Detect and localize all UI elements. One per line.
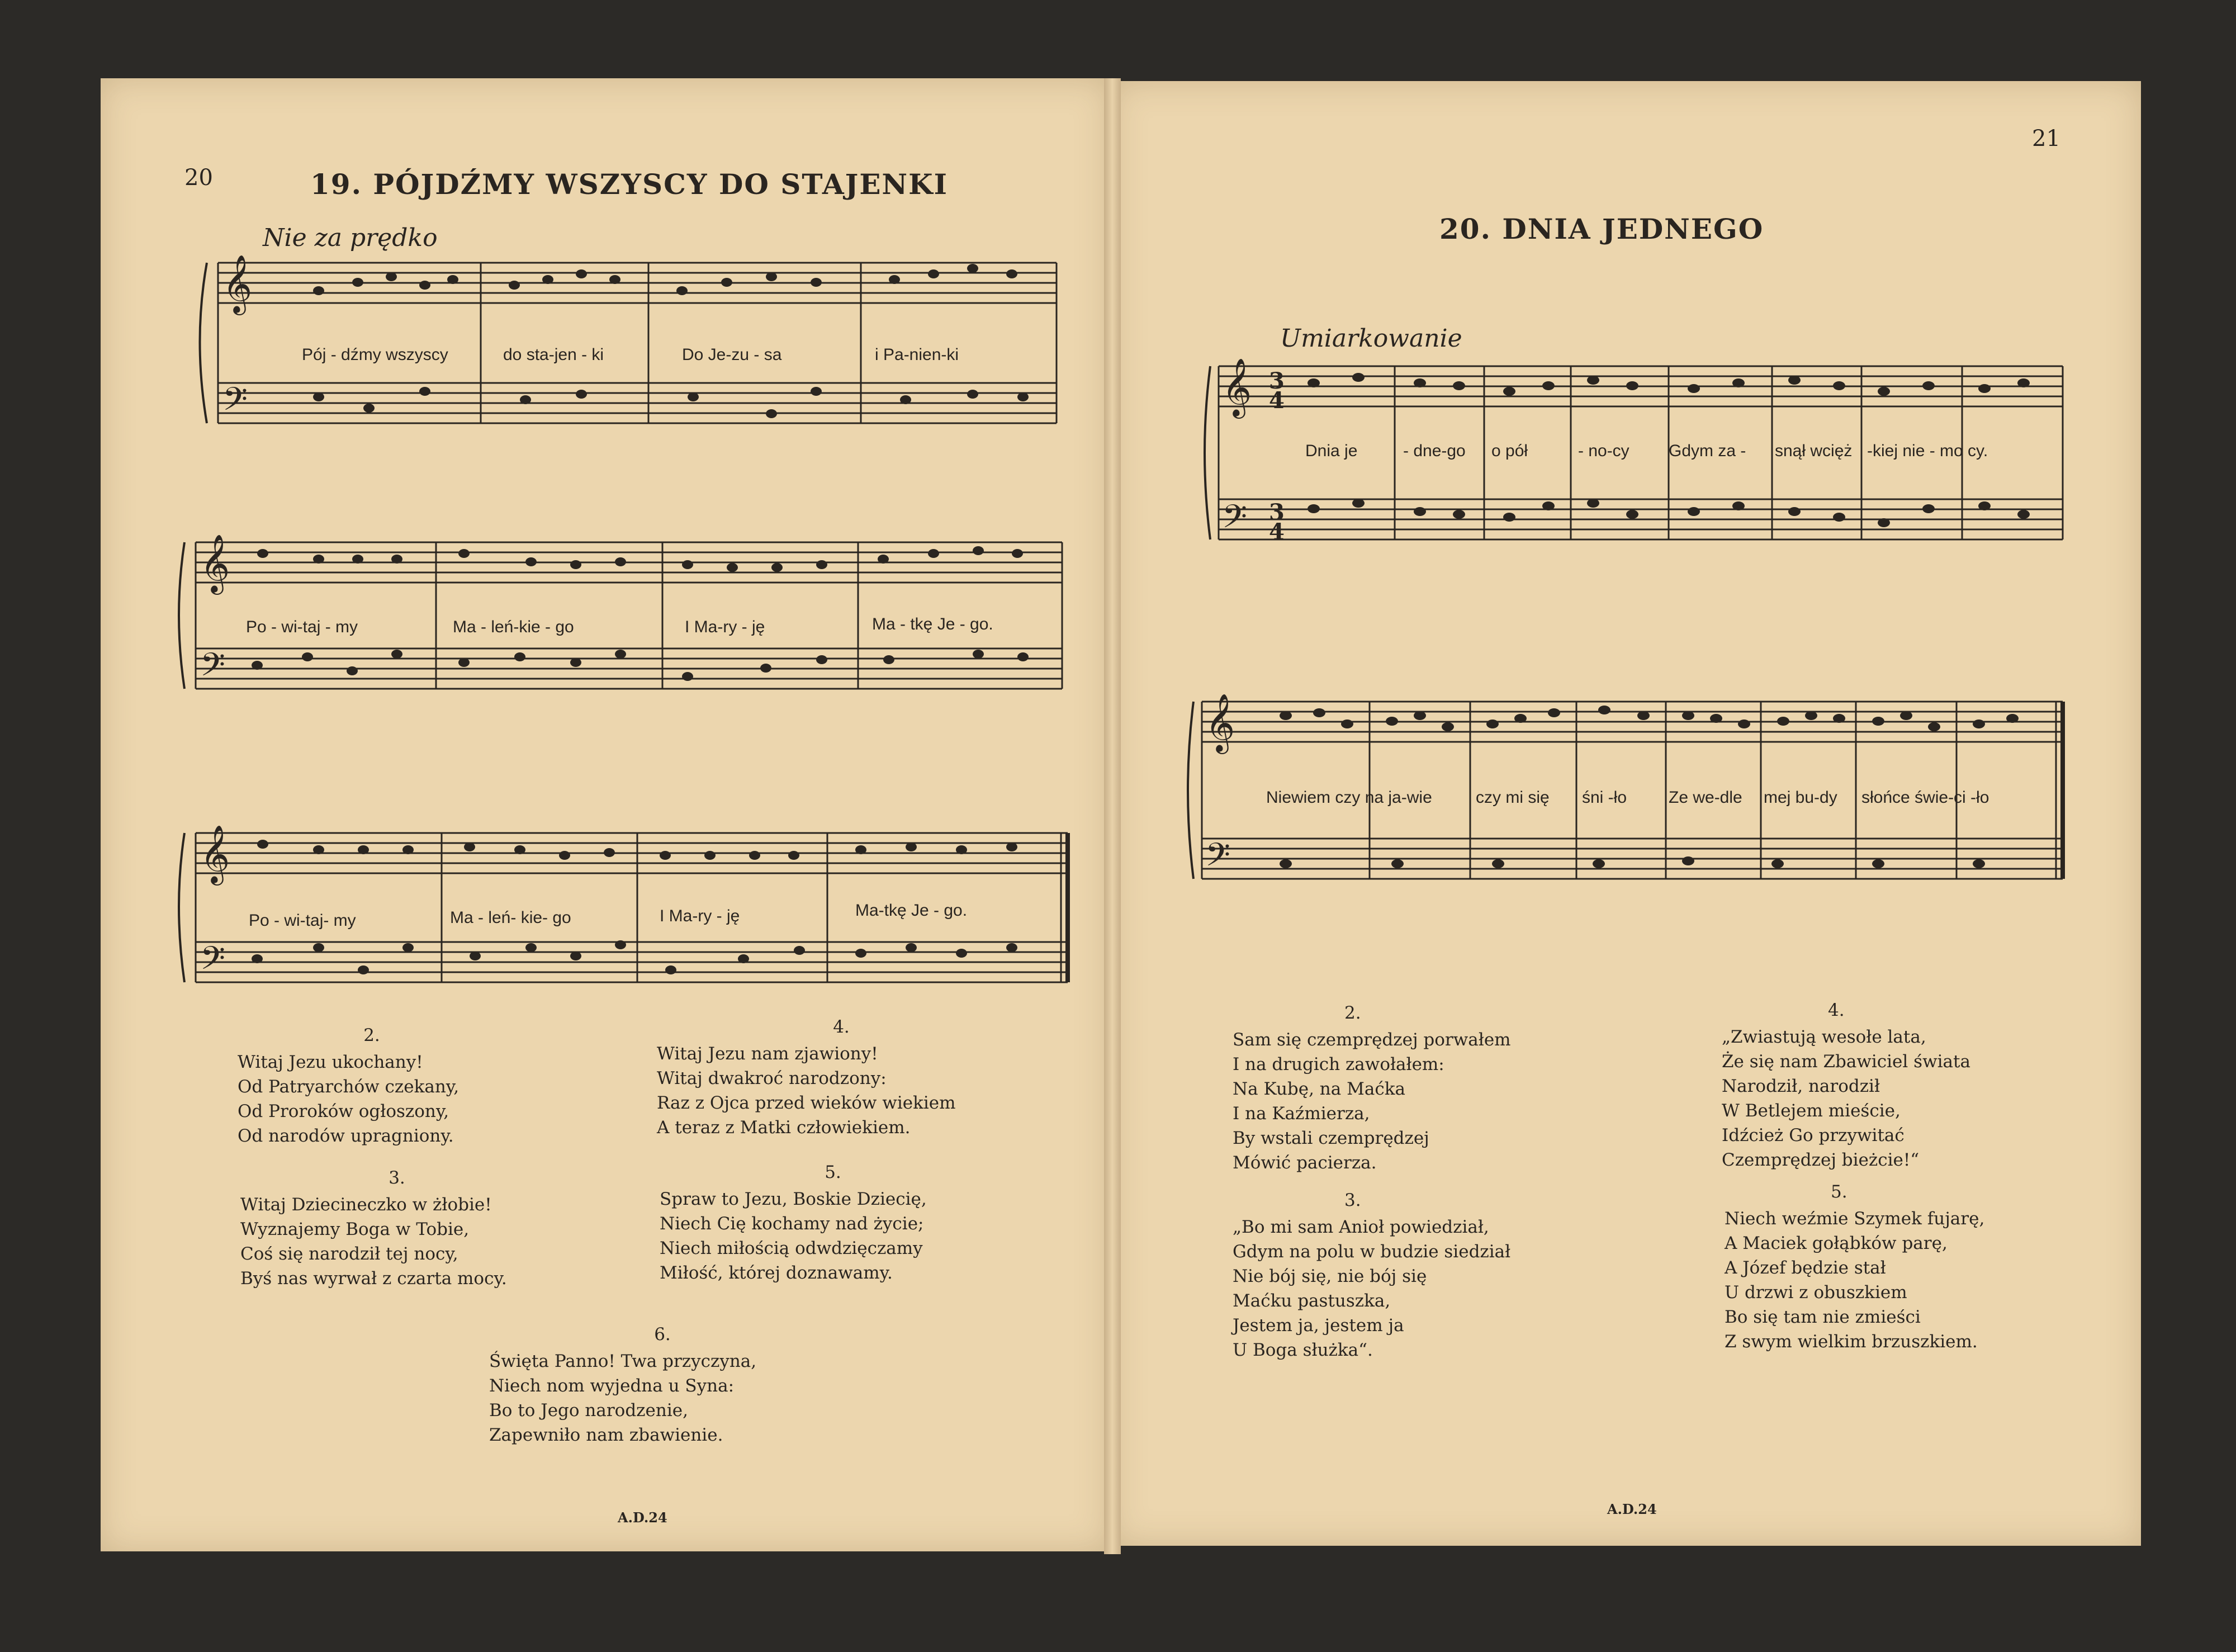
song-title-19: 19. PÓJDŹMY WSZYSCY DO STAJENKI: [310, 168, 948, 201]
verse-line: A Maciek gołąbków parę,: [1725, 1233, 1948, 1253]
book-gutter: [1104, 78, 1121, 1554]
verse-line: Byś nas wyrwał z czarta mocy.: [240, 1268, 507, 1289]
verse-line: Niech weźmie Szymek fujarę,: [1725, 1209, 1985, 1229]
lyric-19-1-1: Pój - dźmy wszyscy: [302, 345, 448, 364]
verse-line: Nie bój się, nie bój się: [1233, 1266, 1427, 1286]
page-number-left: 20: [184, 165, 213, 191]
lyric-19-2-4: Ma - tkę Je - go.: [872, 615, 993, 633]
lyric-20-1-5: Gdym za -: [1669, 442, 1746, 460]
verse-line: Od Proroków ogłoszony,: [238, 1101, 449, 1121]
verse-number: 2.: [363, 1025, 380, 1045]
lyric-20-2-2: czy mi się: [1476, 788, 1550, 807]
lyric-20-2-5: mej bu-dy: [1764, 788, 1837, 807]
verse-line: Gdym na polu w budzie siedział: [1233, 1242, 1511, 1262]
tempo-marking-20: Umiarkowanie: [1280, 324, 1462, 353]
svg-text:𝄞: 𝄞: [222, 254, 253, 313]
verse-line: Bo to Jego narodzenie,: [489, 1400, 688, 1421]
lyric-20-1-2: - dne-go: [1403, 442, 1466, 460]
verse-number: 5.: [1831, 1182, 1847, 1202]
verse-line: A Józef będzie stał: [1725, 1258, 1886, 1278]
lyric-19-2-1: Po - wi-taj - my: [246, 618, 358, 636]
verse-number: 6.: [654, 1324, 671, 1345]
song-title-20: 20. DNIA JEDNEGO: [1439, 212, 1764, 245]
lyric-19-3-4: Ma-tkę Je - go.: [855, 901, 968, 920]
verse-line: Idźcież Go przywitać: [1722, 1125, 1905, 1145]
svg-text:𝄞: 𝄞: [1205, 693, 1235, 752]
verse-line: I na Kaźmierza,: [1233, 1104, 1370, 1124]
verse-line: „Zwiastują wesołe lata,: [1722, 1027, 1926, 1047]
verse-line: Witaj Jezu nam zjawiony!: [657, 1044, 878, 1064]
lyric-20-1-7: -kiej nie - mo cy.: [1867, 442, 1988, 460]
verse-19-4: [657, 1015, 1026, 1140]
verse-line: I na drugich zawołałem:: [1233, 1054, 1444, 1074]
verse-number: 2.: [1344, 1003, 1361, 1023]
verse-line: Święta Panno! Twa przyczyna,: [489, 1351, 757, 1371]
verse-line: Spraw to Jezu, Boskie Dziecię,: [660, 1189, 927, 1209]
tempo-marking-19: Nie za prędko: [263, 224, 438, 252]
verse-19-5: [660, 1160, 1006, 1285]
verse-line: Niech miłością odwdzięczamy: [660, 1238, 923, 1258]
verse-line: Zapewniło nam zbawienie.: [489, 1425, 723, 1445]
svg-text:3: 3: [1269, 368, 1285, 394]
svg-text:𝄢: 𝄢: [200, 939, 226, 985]
verse-20-5: [1725, 1180, 2082, 1354]
verse-line: Że się nam Zbawiciel świata: [1722, 1052, 1970, 1072]
svg-text:4: 4: [1269, 387, 1285, 414]
lyric-20-2-3: śni -ło: [1582, 788, 1627, 807]
verse-20-3: [1233, 1188, 1613, 1362]
lyric-20-2-4: Ze we-dle: [1669, 788, 1742, 807]
lyric-20-2-6: słońce świe-ci -ło: [1861, 788, 1989, 807]
svg-text:𝄞: 𝄞: [1222, 358, 1252, 416]
svg-text:𝄞: 𝄞: [200, 825, 230, 883]
verse-number: 4.: [833, 1017, 850, 1037]
svg-text:𝄢: 𝄢: [1222, 498, 1248, 543]
verse-line: U Boga służka“.: [1233, 1340, 1373, 1360]
printer-mark-left: A.D.24: [618, 1509, 667, 1526]
verse-number: 4.: [1828, 1000, 1845, 1020]
lyric-19-2-3: I Ma-ry - ję: [685, 618, 765, 636]
verse-line: Z swym wielkim brzuszkiem.: [1725, 1332, 1978, 1352]
verse-line: A teraz z Matki człowiekiem.: [657, 1118, 911, 1138]
verse-line: Witaj Dziecineczko w żłobie!: [240, 1195, 492, 1215]
lyric-19-1-3: Do Je-zu - sa: [682, 345, 782, 364]
verse-number: 5.: [825, 1162, 841, 1182]
verse-line: Od Patryarchów czekany,: [238, 1077, 459, 1097]
verse-19-3: [240, 1166, 553, 1291]
verse-line: Sam się czemprędzej porwałem: [1233, 1030, 1511, 1050]
lyric-19-3-3: I Ma-ry - ję: [660, 907, 740, 925]
verse-line: „Bo mi sam Anioł powiedział,: [1233, 1217, 1489, 1237]
lyric-20-1-6: snął wcięż: [1775, 442, 1853, 460]
verse-line: Witaj Jezu ukochany!: [238, 1052, 423, 1072]
verse-line: Niech Cię kochamy nad życie;: [660, 1214, 924, 1234]
lyric-20-2-1: Niewiem czy na ja-wie: [1266, 788, 1432, 807]
verse-19-6: [489, 1322, 836, 1447]
verse-line: By wstali czemprędzej: [1233, 1128, 1429, 1148]
verse-line: Niech nom wyjedna u Syna:: [489, 1376, 735, 1396]
lyric-20-1-1: Dnia je: [1305, 442, 1358, 460]
lyric-20-1-3: o pół: [1491, 442, 1528, 460]
verse-line: Od narodów upragniony.: [238, 1126, 454, 1146]
verse-line: Na Kubę, na Maćka: [1233, 1079, 1405, 1099]
page-number-right: 21: [2032, 126, 2060, 152]
verse-number: 3.: [389, 1168, 405, 1188]
lyric-20-1-4: - no-cy: [1578, 442, 1629, 460]
lyric-19-1-2: do sta-jen - ki: [503, 345, 604, 364]
verse-19-2: [238, 1023, 506, 1148]
verse-line: Raz z Ojca przed wieków wiekiem: [657, 1093, 956, 1113]
verse-number: 3.: [1344, 1190, 1361, 1210]
verse-line: Coś się narodził tej nocy,: [240, 1244, 458, 1264]
svg-text:𝄢: 𝄢: [1205, 836, 1231, 882]
verse-line: Miłość, której doznawamy.: [660, 1263, 893, 1283]
verse-line: Wyznajemy Boga w Tobie,: [240, 1219, 470, 1239]
verse-line: Witaj dwakroć narodzony:: [657, 1068, 887, 1088]
printer-mark-right: A.D.24: [1607, 1501, 1657, 1517]
verse-line: Maćku pastuszka,: [1233, 1291, 1391, 1311]
lyric-19-3-1: Po - wi-taj- my: [249, 911, 356, 930]
svg-text:𝄢: 𝄢: [200, 646, 226, 692]
svg-text:𝄞: 𝄞: [200, 534, 230, 593]
verse-line: Narodził, narodził: [1722, 1076, 1880, 1096]
verse-line: Czemprędzej bieżcie!“: [1722, 1150, 1920, 1170]
verse-line: U drzwi z obuszkiem: [1725, 1282, 1907, 1303]
verse-line: Jestem ja, jestem ja: [1233, 1315, 1404, 1336]
svg-text:4: 4: [1269, 519, 1285, 545]
verse-line: Bo się tam nie zmieści: [1725, 1307, 1921, 1327]
lyric-19-3-2: Ma - leń- kie- go: [450, 908, 571, 927]
verse-20-2: [1233, 1001, 1590, 1175]
svg-text:3: 3: [1269, 499, 1285, 526]
svg-text:𝄢: 𝄢: [222, 380, 248, 426]
verse-line: Mówić pacierza.: [1233, 1153, 1377, 1173]
verse-line: W Betlejem mieście,: [1722, 1101, 1901, 1121]
lyric-19-2-2: Ma - leń-kie - go: [453, 618, 574, 636]
verse-20-4: [1722, 998, 2068, 1172]
lyric-19-1-4: i Pa-nien-ki: [875, 345, 959, 364]
